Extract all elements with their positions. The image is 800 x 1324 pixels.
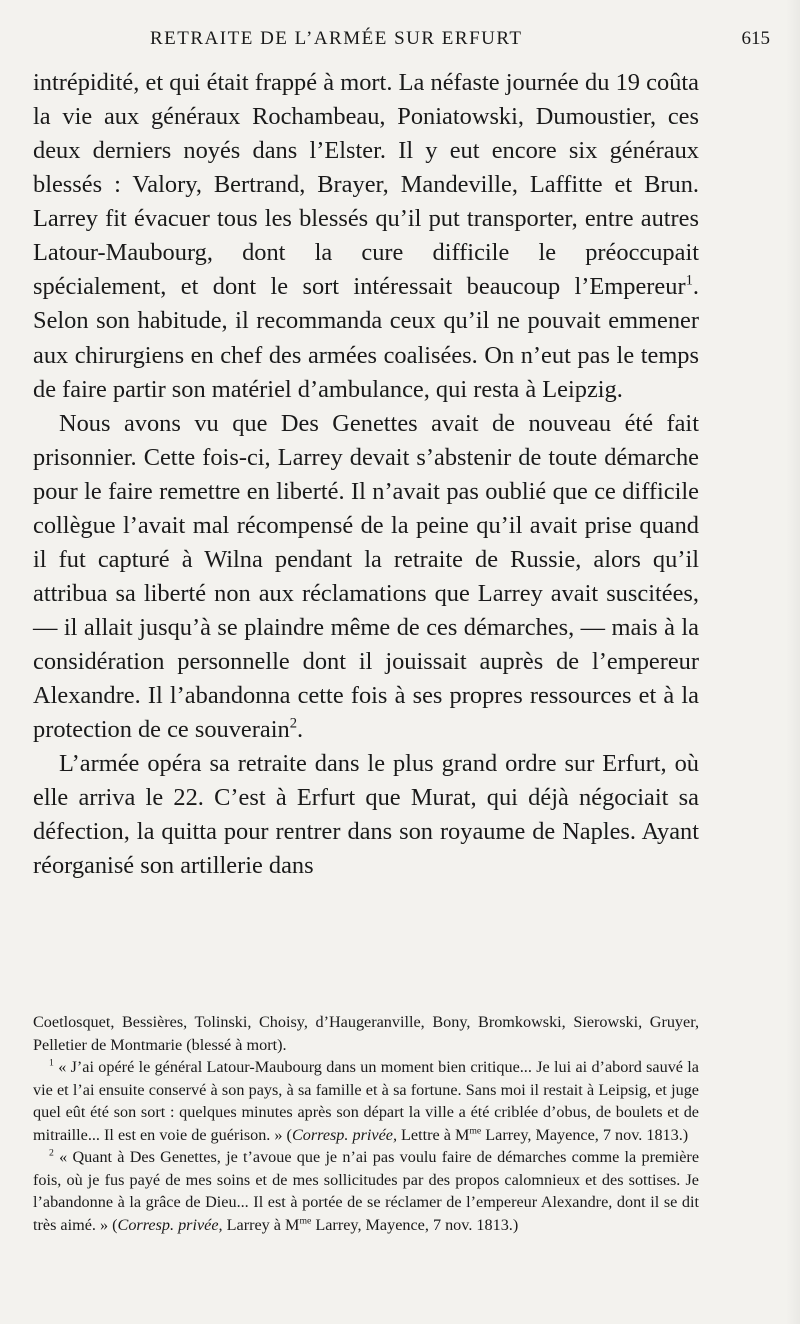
scan-edge-shadow bbox=[786, 0, 800, 1324]
footnote-1 bbox=[33, 1056, 699, 1146]
paragraph-2 bbox=[33, 407, 699, 748]
footnote-2-source: Corresp. privée, bbox=[117, 1215, 223, 1234]
footnote-2-title-sup: me bbox=[299, 1215, 312, 1227]
footnote-1-source: Corresp. privée, bbox=[291, 1125, 397, 1144]
footnote-2-text: « Quant à Des Genettes, je t’avoue que je n’ai pas voulu faire de démarches comme la première fois, où je fus payé de mes soins et de mes sollicitudes par des propos calomnieux et des sottises. Je l’abandonne à la grâce de Dieu... Il est à portée de se réclamer de l’empereur Alexandre, dont il se dit très aimé. » ( bbox=[33, 1148, 699, 1234]
footnote-1-text: « J’ai opéré le général Latour-Maubourg dans un moment bien critique... Je lui ai d’abord sauvé la vie et l’ai ensuite conservé à son pays, à sa famille et à sa fortune. Sans moi il restait à Leipsig, et juge quel eût été son sort : quelques minutes après son départ la ville a été criblée d’obus, de boulets et de mitraille... Il est en voie de guérison. » ( bbox=[33, 1058, 699, 1144]
paragraph-1-text-end: . Selon son habitude, il recommanda ceux qu’il ne pouvait emmener aux chirurgiens en chef des armées coalisées. On n’eut pas le temps de faire partir son matériel d’ambulance, qui resta à Leipzig. bbox=[33, 273, 699, 403]
paragraph-2-text-end: . bbox=[297, 716, 304, 744]
footnotes bbox=[33, 1011, 699, 1236]
footnote-1-text-2: Lettre à M bbox=[397, 1125, 470, 1144]
paragraph-1-text: intrépidité, et qui était frappé à mort. La néfaste journée du 19 coûta la vie aux généraux Rochambeau, Poniatowski, Dumoustier, ces deux derniers noyés dans l’Elster. Il y eut encore six généraux blessés : Valory, Bertrand, Brayer, Mandeville, Laffitte et Brun. Larrey fit évacuer tous les blessés qu’il put transporter, entre autres Latour-Maubourg, dont la cure difficile le préoccupait spécialement, et dont le sort intéressait beaucoup l’Empereur bbox=[33, 69, 699, 301]
page-number: 615 bbox=[741, 28, 770, 49]
footnote-ref-1: 1 bbox=[685, 272, 693, 289]
footnote-2-text-3: Larrey, Mayence, 7 nov. 1813.) bbox=[311, 1215, 519, 1234]
footnote-1-marker: 1 bbox=[49, 1057, 54, 1069]
footnote-continued: Coetlosquet, Bessières, Tolinski, Choisy, d’Haugeranville, Bony, Bromkowski, Sierowski, Gruyer, Pelletier de Montmarie (blessé à mort). bbox=[33, 1013, 699, 1054]
paragraph-2-text: Nous avons vu que Des Genettes avait de nouveau été fait prisonnier. Cette fois-ci, Larrey devait s’abstenir de toute démarche pour le faire remettre en liberté. Il n’avait pas oublié que ce difficile collègue l’avait mal récompensé de la peine qu’il avait prise quand il fut capturé à Wilna pendant la retraite de Russie, alors qu’il attribua sa liberté non aux réclamations que Larrey avait suscitées, — il allait jusqu’à se plaindre même de ces démarches, — mais à la considération personnelle dont il jouissait auprès de l’empereur Alexandre. Il l’abandonna cette fois à ses propres ressources et à la protection de ce souverain bbox=[33, 409, 699, 744]
paragraph-1 bbox=[33, 66, 699, 407]
main-text bbox=[33, 66, 699, 884]
footnote-1-text-3: Larrey, Mayence, 7 nov. 1813.) bbox=[481, 1125, 689, 1144]
footnote-1-title-sup: me bbox=[469, 1125, 482, 1137]
footnote-2 bbox=[33, 1146, 699, 1236]
footnote-2-text-2: Larrey à M bbox=[222, 1215, 300, 1234]
footnote-2-marker: 2 bbox=[49, 1147, 54, 1159]
page-header bbox=[150, 28, 770, 56]
footnote-ref-2: 2 bbox=[289, 715, 297, 732]
running-title: RETRAITE DE L’ARMÉE SUR ERFURT bbox=[150, 28, 523, 49]
paragraph-3: L’armée opéra sa retraite dans le plus grand ordre sur Erfurt, où elle arriva le 22. C’est à Erfurt que Murat, qui déjà négociait sa défection, la quitta pour rentrer dans son royaume de Naples. Ayant réorganisé son artillerie dans bbox=[33, 750, 699, 880]
